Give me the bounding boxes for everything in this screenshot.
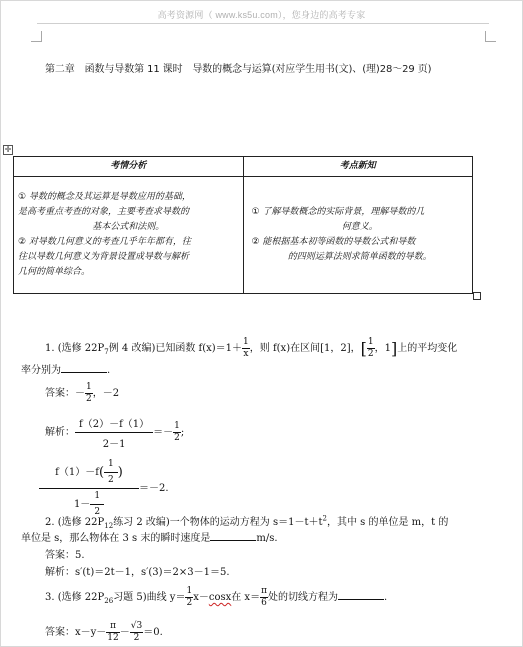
- p3-answer-label: 答案：: [45, 627, 75, 638]
- p3-frac-num: 1: [186, 586, 193, 596]
- p2-solution: s′(t)＝2t－1，s′(3)＝2×3－1＝5.: [75, 567, 230, 578]
- p3-frac-den: 2: [186, 598, 193, 608]
- p1-solution-label: 解析：: [45, 427, 75, 438]
- p3-ans-pnum: π: [106, 621, 119, 633]
- p3-x-frac: [260, 586, 268, 609]
- p1-stem-e: 上的平均变化: [397, 343, 458, 354]
- p1-stem-d: ，1: [374, 343, 391, 354]
- problem-2-solution: [45, 563, 230, 578]
- p3-stem-cos: cosx: [208, 592, 232, 603]
- p3-stem-b: 习题 5)曲线 y＝: [113, 592, 186, 603]
- p2-stem-line2: 单位是 s，那么物体在 3 s 末的瞬时速度是: [21, 533, 211, 544]
- right-line-3: ② 能根据基本初等函数的导数公式和导数: [251, 237, 416, 247]
- problem-3-answer: [45, 621, 163, 644]
- right-line-2: 何意义。: [341, 222, 378, 232]
- p1-ans-num: 1: [86, 382, 92, 392]
- p2-answer-blank[interactable]: [210, 531, 256, 541]
- p1-sol2-frac: [39, 459, 139, 518]
- p1-sol2-den-fd: 2: [94, 507, 101, 517]
- p1-bracket-open: [: [360, 339, 367, 358]
- p3-answer-a: x－y－: [75, 627, 107, 638]
- p2-stem-a: 2. (选修 22P: [45, 517, 105, 528]
- p1-sol-frac: [75, 415, 153, 450]
- guide-cell-left: [14, 177, 244, 294]
- left-line-4: ② 对导数几何意义的考查几乎年年都有，往: [18, 237, 191, 247]
- p2-stem-sub: 12: [104, 522, 114, 530]
- p1-sol1-rden: 2: [174, 433, 180, 443]
- p1-sol2-den-a: 1－: [73, 499, 91, 510]
- p3-x-den: 6: [261, 598, 267, 608]
- problem-2-answer: 答案：5.: [45, 550, 85, 561]
- p1-sol2-num-frac: [104, 459, 118, 486]
- p3-ans-rnum: √3: [130, 621, 143, 631]
- p3-stem-e: 处的切线方程为: [268, 592, 338, 603]
- p3-stem-a: 3. (选修 22P: [45, 592, 105, 603]
- guide-table: [13, 156, 473, 294]
- p3-answer-blank[interactable]: [338, 590, 384, 600]
- p1-answer-blank[interactable]: [61, 363, 107, 373]
- margin-corner-right: [485, 31, 496, 42]
- right-line-1: ① 了解导数概念的实际背景，理解导数的几: [251, 207, 425, 217]
- p2-stem-c: ，其中 s 的单位是 m，t 的: [327, 517, 449, 528]
- left-line-3: 基本公式和法则。: [92, 222, 165, 232]
- p1-stem-a: 1. (选修 22P: [45, 343, 105, 354]
- chapter-title-main: 第二章 函数与导数第 11 课时 导数的概念与运算: [45, 64, 272, 75]
- p1-bracket-close: ]: [391, 339, 398, 358]
- p1-sol2-num-fn: 1: [104, 459, 118, 473]
- p1-frac: [242, 337, 250, 360]
- p3-x-num: π: [261, 586, 267, 596]
- p1-sol2-num: f（1）－f( $\frac{1}{2}$ ): [39, 459, 139, 489]
- p1-stem-sub: 7: [104, 348, 109, 356]
- p3-answer-c: ＝0.: [143, 627, 163, 638]
- guide-cell-right: [243, 177, 473, 294]
- header-watermark: 高考资源网（ www.ks5u.com），您身边的高考专家: [157, 10, 366, 20]
- problem-1-solution-2: [39, 459, 169, 518]
- table-move-handle-icon[interactable]: ✛: [4, 145, 12, 154]
- left-line-6: 几何的简单综合。: [18, 267, 91, 277]
- p2-answer: 5: [75, 550, 82, 561]
- margin-corner-left: [31, 31, 42, 42]
- p1-sol2-num-fd: 2: [108, 475, 114, 485]
- p1-sol1-num: f（2）－f（1）: [75, 415, 153, 433]
- p1-int-num: 1: [367, 337, 374, 347]
- p1-frac-den: x: [243, 349, 249, 359]
- p1-sol1-den: 2－1: [102, 439, 126, 450]
- p2-solution-label: 解析：: [45, 567, 75, 578]
- p3-answer-b: －: [119, 627, 130, 638]
- p1-answer-a: －: [75, 388, 85, 399]
- p3-stem-d: 在 x＝: [231, 592, 261, 603]
- right-line-4: 的四则运算法则求简单函数的导数。: [287, 252, 432, 262]
- p3-stem-sub: 26: [104, 597, 114, 605]
- p1-int-den: 2: [367, 349, 374, 359]
- problem-1-solution: 解析： $\frac{f(2)-f(1)}{2-1}$ ＝－ $\frac{1}{2}$ ;: [45, 415, 184, 450]
- p1-interval-frac: [367, 337, 375, 360]
- guide-table-header-row: [14, 157, 473, 177]
- guide-table-body-row: [14, 177, 473, 294]
- p1-answer-b: ，－2: [92, 388, 120, 399]
- problem-2-stem: [45, 513, 448, 530]
- left-line-1: ① 导数的概念及其运算是导数应用的基础，: [18, 192, 191, 202]
- problem-1-stem-line2: 率分别为 .: [21, 365, 111, 376]
- p1-stem-line2: 率分别为: [21, 365, 61, 376]
- p3-ans-pden: 12: [107, 633, 119, 643]
- p2-stem-unit: m/s.: [256, 533, 278, 544]
- guide-header-right: 考点新知: [243, 157, 473, 177]
- chapter-title-subtitle: (对应学生用书(文)、(理)28～29 页): [271, 64, 432, 75]
- p2-stem-b: 练习 2 改编)一个物体的运动方程为 s＝1－t＋t: [113, 517, 323, 528]
- p1-ans-den: 2: [86, 394, 92, 404]
- p1-sol2-num-a: f（1）－f: [55, 467, 99, 478]
- p3-stem-c: x－: [193, 592, 209, 603]
- problem-1-stem: [45, 337, 457, 360]
- p1-sol1-result: [173, 421, 181, 444]
- p2-answer-label: 答案：: [45, 550, 75, 561]
- p1-sol1-rnum: 1: [174, 421, 180, 431]
- p1-frac-num: 1: [243, 337, 249, 347]
- p1-stem-c: ，则 f(x)在区间[1，2]，: [249, 343, 361, 354]
- p1-sol2-eq: ＝－2.: [139, 483, 169, 494]
- p2-stem-sup: 2: [322, 514, 327, 523]
- left-line-2: 是高考重点考查的对象，主要考查求导数的: [18, 207, 190, 217]
- p1-stem-b: 例 4 改编)已知函数 f(x)＝1＋: [108, 343, 243, 354]
- p3-ans-rden: 2: [133, 633, 140, 643]
- guide-header-left: 考情分析: [14, 157, 244, 177]
- p1-sol1-eq: ＝－: [153, 427, 174, 438]
- p3-ans-pi-frac: [106, 621, 119, 644]
- header-rule: [37, 23, 489, 24]
- chapter-title: [45, 60, 485, 75]
- table-resize-handle-icon[interactable]: [473, 292, 481, 300]
- p1-answer-label: 答案：: [45, 388, 75, 399]
- problem-1-answer: [45, 382, 119, 405]
- p1-answer-frac: [85, 382, 93, 405]
- problem-2-stem-line2: [21, 529, 278, 544]
- problem-3-stem: 3. (选修 $22P_{26}$习题 5)曲线 y＝ $\frac{1}{2}$ x－cosx在 x＝ $\frac{\pi}{6}$ 处的切线方程为 .: [45, 586, 388, 608]
- p1-sol2-den-fn: 1: [90, 491, 104, 505]
- p3-ans-root-frac: [130, 621, 143, 644]
- left-line-5: 往以导数几何意义为背景设置成导数与解析: [18, 252, 190, 262]
